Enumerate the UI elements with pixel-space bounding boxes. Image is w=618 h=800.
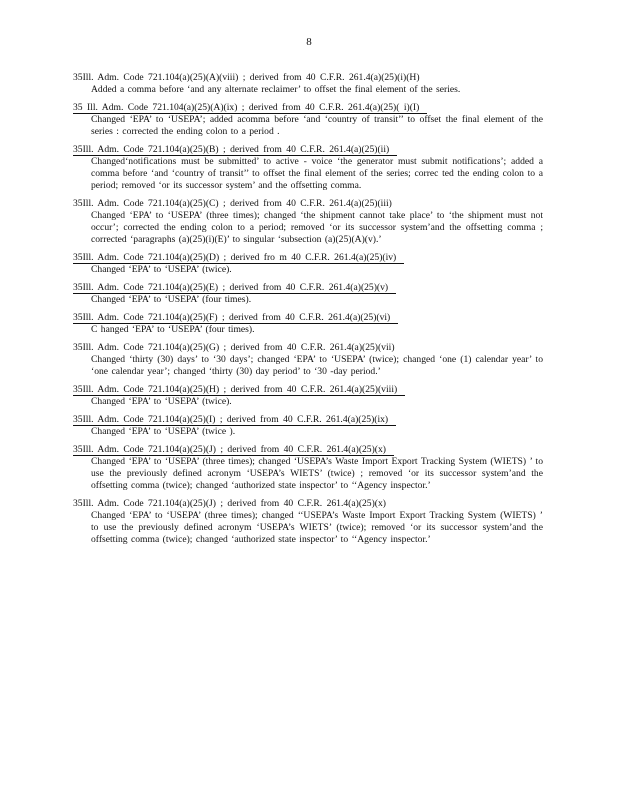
code-citation: 35Ill. Adm. Code 721.104(a)(25)(C) ; derived from 40 C.F.R. 261.4(a)(25)(iii)	[73, 198, 392, 209]
change-description: Changed ‘EPA’ to ‘USEPA’ (twice ).	[91, 426, 236, 437]
code-citation: 35Ill. Adm. Code 721.104(a)(25)(D) ; derived fro m 40 C.F.R. 261.4(a)(25)(iv)	[73, 252, 404, 264]
code-citation: 35Ill. Adm. Code 721.104(a)(25)(H) ; derived from 40 C.F.R. 261.4(a)(25)(viii)	[73, 384, 405, 396]
change-description: Changed ‘EPA’ to ‘USEPA’ (twice).	[91, 396, 232, 407]
revision-entry	[73, 252, 543, 276]
revision-entries	[73, 72, 543, 552]
change-description: Changed ‘EPA’ to ‘USEPA’ (three times); changed ‘the shipment cannot take place’ to ‘the shipment must not occur’; corrected the ending colon to a period; removed ‘or its successor system’and the offsetting comma ; corrected ‘paragraphs (a)(25)(i)(E)’ to singular ‘subsection (a)(25)(A)(v).’	[91, 210, 543, 245]
revision-entry	[73, 72, 543, 96]
code-citation: 35Ill. Adm. Code 721.104(a)(25)(J) ; derived from 40 C.F.R. 261.4(a)(25)(x)	[73, 498, 386, 509]
change-description: C hanged ‘EPA’ to ‘USEPA’ (four times).	[91, 324, 255, 335]
revision-entry	[73, 342, 543, 378]
change-description: Changed ‘EPA’ to ‘USEPA’ (four times).	[91, 294, 252, 305]
revision-entry	[73, 312, 543, 336]
change-description: Changed ‘thirty (30) days’ to ‘30 days’; changed ‘EPA’ to ‘USEPA’ (twice); changed ‘one (1) calendar year’ to ‘one calendar year’; changed ‘thirty (30) day period’ to ‘30 -day period.’	[91, 354, 543, 377]
change-description: Changed‘notifications must be submitted’ to active - voice ‘the generator must submit notifications’; added a comma before ‘and ‘country of transit’’ to offset the final element of the series; correc ted the ending colon to a period; removed ‘or its successor system’ and the offsetting comma.	[91, 156, 543, 191]
revision-entry	[73, 198, 543, 246]
change-description: Added a comma before ‘and any alternate reclaimer’ to offset the final element of the series.	[91, 84, 461, 95]
code-citation: 35Ill. Adm. Code 721.104(a)(25)(F) ; derived from 40 C.F.R. 261.4(a)(25)(vi)	[73, 312, 398, 324]
revision-entry	[73, 102, 543, 138]
revision-entry	[73, 444, 543, 492]
code-citation: 35Ill. Adm. Code 721.104(a)(25)(I) ; derived from 40 C.F.R. 261.4(a)(25)(ix)	[73, 414, 396, 426]
revision-entry	[73, 414, 543, 438]
code-citation: 35Ill. Adm. Code 721.104(a)(25)(B) ; derived from 40 C.F.R. 261.4(a)(25)(ii)	[73, 144, 397, 156]
change-description: Changed ‘EPA’ to ‘USEPA’ (three times); changed ‘USEPA’s Waste Import Export Tracking System (WIETS) ’ to use the previously defined acronym ‘USEPA’s WIETS’ (twice) ; removed ‘or its successor system’and the offsetting comma (twice); changed ‘authorized state inspector’ to ‘‘Agency inspector.’	[91, 456, 543, 491]
revision-entry	[73, 144, 543, 192]
page-number: 8	[306, 36, 312, 48]
code-citation: 35Ill. Adm. Code 721.104(a)(25)(E) ; derived from 40 C.F.R. 261.4(a)(25)(v)	[73, 282, 396, 294]
change-description: Changed ‘EPA’ to ‘USEPA’ (three times); changed ‘‘USEPA’s Waste Import Export Tracking System (WIETS) ’ to use the previously defined acronym ‘USEPA’s WIETS’ (twice); removed ‘or its successor system’and the offsetting comma (twice); changed ‘authorized state inspector’ to ‘‘Agency inspector.’	[91, 510, 543, 545]
change-description: Changed ‘EPA’ to ‘USEPA’ (twice).	[91, 264, 232, 275]
code-citation: 35Ill. Adm. Code 721.104(a)(25)(G) ; derived from 40 C.F.R. 261.4(a)(25)(vii)	[73, 342, 395, 353]
code-citation: 35 Ill. Adm. Code 721.104(a)(25)(A)(ix) ; derived from 40 C.F.R. 261.4(a)(25)( i)(I)	[73, 102, 427, 114]
code-citation: 35Ill. Adm. Code 721.104(a)(25)(A)(viii) ; derived from 40 C.F.R. 261.4(a)(25)(i)(H)	[73, 72, 420, 83]
code-citation: 35Ill. Adm. Code 721.104(a)(25)(J) ; derived from 40 C.F.R. 261.4(a)(25)(x)	[73, 444, 394, 456]
revision-entry	[73, 282, 543, 306]
change-description: Changed ‘EPA’ to ‘USEPA’; added acomma before ‘and ‘country of transit’’ to offset the final element of the series : corrected the ending colon to a period .	[91, 114, 543, 137]
revision-entry	[73, 384, 543, 408]
revision-entry	[73, 498, 543, 546]
